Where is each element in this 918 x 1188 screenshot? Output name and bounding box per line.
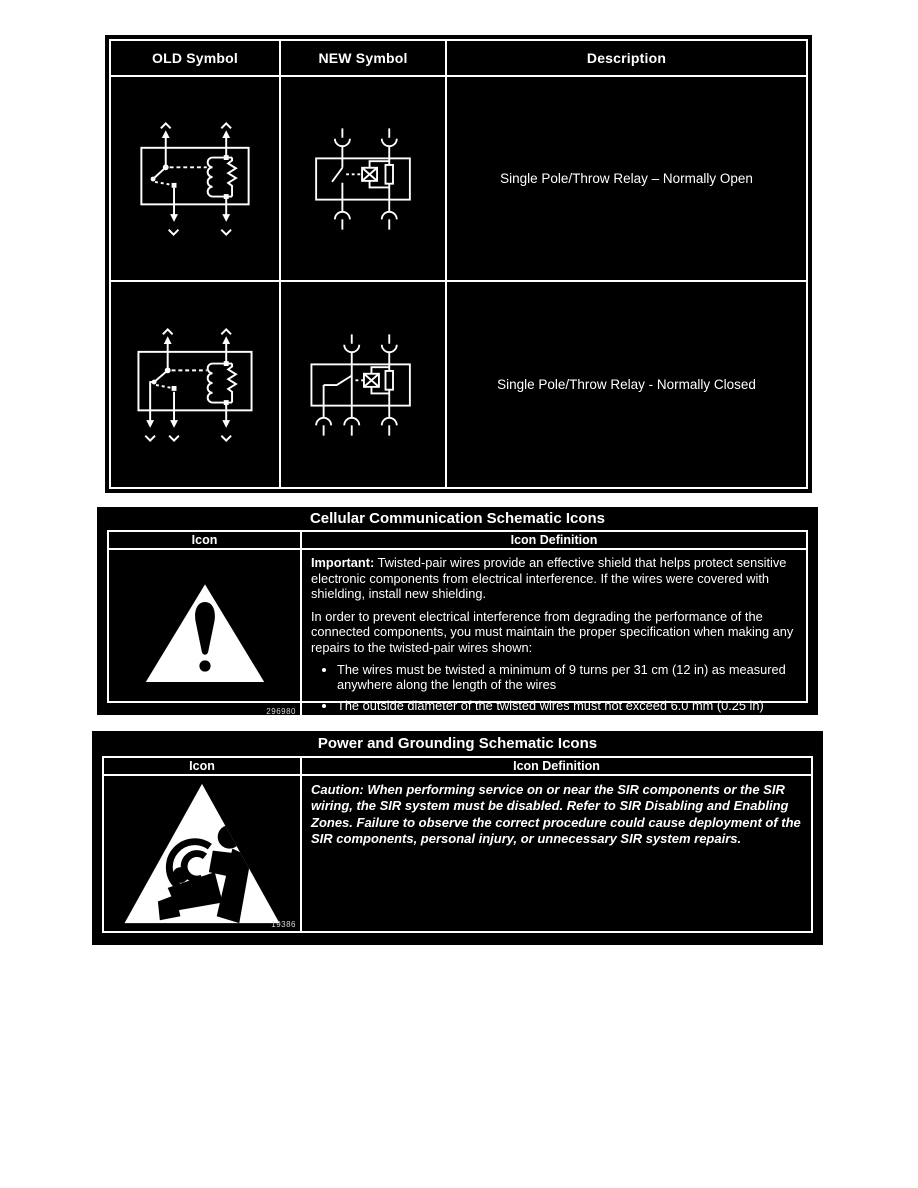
twisted-pair-spec-list xyxy=(311,662,797,714)
sir-airbag-caution-triangle-icon xyxy=(104,776,302,931)
relay-description-text: Single Pole/Throw Relay – Normally Open xyxy=(500,171,753,186)
important-text: Twisted-pair wires provide an effective shield that helps protect sensitive electronic components from electrical interference. If the wires were covered with shielding, install new shielding. xyxy=(311,555,787,602)
spst-relay-normally-closed-old-icon xyxy=(111,282,281,487)
column-header-new-symbol: NEW Symbol xyxy=(281,41,447,77)
sir-icon-definition xyxy=(302,776,811,931)
relay-description xyxy=(447,282,806,487)
relay-symbol-table xyxy=(105,35,812,493)
relay-description xyxy=(447,77,806,282)
twisted-pair-important-warning-triangle-icon xyxy=(141,576,269,692)
spst-relay-normally-open-old-icon xyxy=(111,77,281,282)
power-column-header-icon: Icon xyxy=(104,758,302,776)
spst-relay-normally-closed-new-icon xyxy=(281,282,447,487)
column-header-old-symbol: OLD Symbol xyxy=(111,41,281,77)
spst-relay-normally-open-old-icon xyxy=(117,120,273,238)
spec-list-item: • The outside diameter of the twisted wires must not exceed 6.0 mm (0.25 in) xyxy=(337,698,797,714)
important-paragraph xyxy=(311,555,797,602)
spst-relay-normally-open-new-icon xyxy=(281,77,447,282)
power-column-header-icon-definition: Icon Definition xyxy=(302,758,811,776)
power-table-title: Power and Grounding Schematic Icons xyxy=(317,735,598,752)
cellular-communication-icons-table xyxy=(97,507,818,715)
column-header-description: Description xyxy=(447,41,806,77)
relay-symbol-table-grid xyxy=(109,39,808,489)
spst-relay-normally-closed-old-icon xyxy=(117,326,273,444)
spst-relay-normally-open-new-icon xyxy=(288,120,438,238)
relay-description-text: Single Pole/Throw Relay - Normally Closed xyxy=(497,377,756,392)
sir-airbag-caution-triangle-icon xyxy=(118,778,286,930)
sir-caution-paragraph: Caution: When performing service on or near the SIR components or the SIR wiring, the SIR system must be disabled. Refer to SIR Disabling and Enabling Zones. Failure to observe the correct procedure could cause deployment of the SIR components, personal injury, or unnecessary SIR system repairs. xyxy=(311,782,801,846)
important-label: Important: xyxy=(311,555,375,570)
power-table-grid xyxy=(102,756,813,933)
cellular-column-header-icon: Icon xyxy=(109,532,302,550)
figure-number: 19386 xyxy=(271,920,296,929)
twisted-pair-important-warning-triangle-icon xyxy=(109,550,302,718)
cellular-column-header-icon-definition: Icon Definition xyxy=(302,532,806,550)
cellular-table-grid xyxy=(107,530,808,717)
cellular-icon-definition xyxy=(302,550,806,718)
power-grounding-icons-table xyxy=(92,731,823,945)
interference-paragraph: In order to prevent electrical interference from degrading the performance of the connected components, you must maintain the proper specification when making any repairs to the twisted-pair wires shown: xyxy=(311,608,794,656)
spec-list-item: • The wires must be twisted a minimum of 9 turns per 31 cm (12 in) as measured anywhere along the length of the wires xyxy=(337,662,797,693)
figure-number: 296980 xyxy=(266,707,296,717)
cellular-table-title: Cellular Communication Schematic Icons xyxy=(309,510,606,527)
spst-relay-normally-closed-new-icon xyxy=(288,326,438,444)
